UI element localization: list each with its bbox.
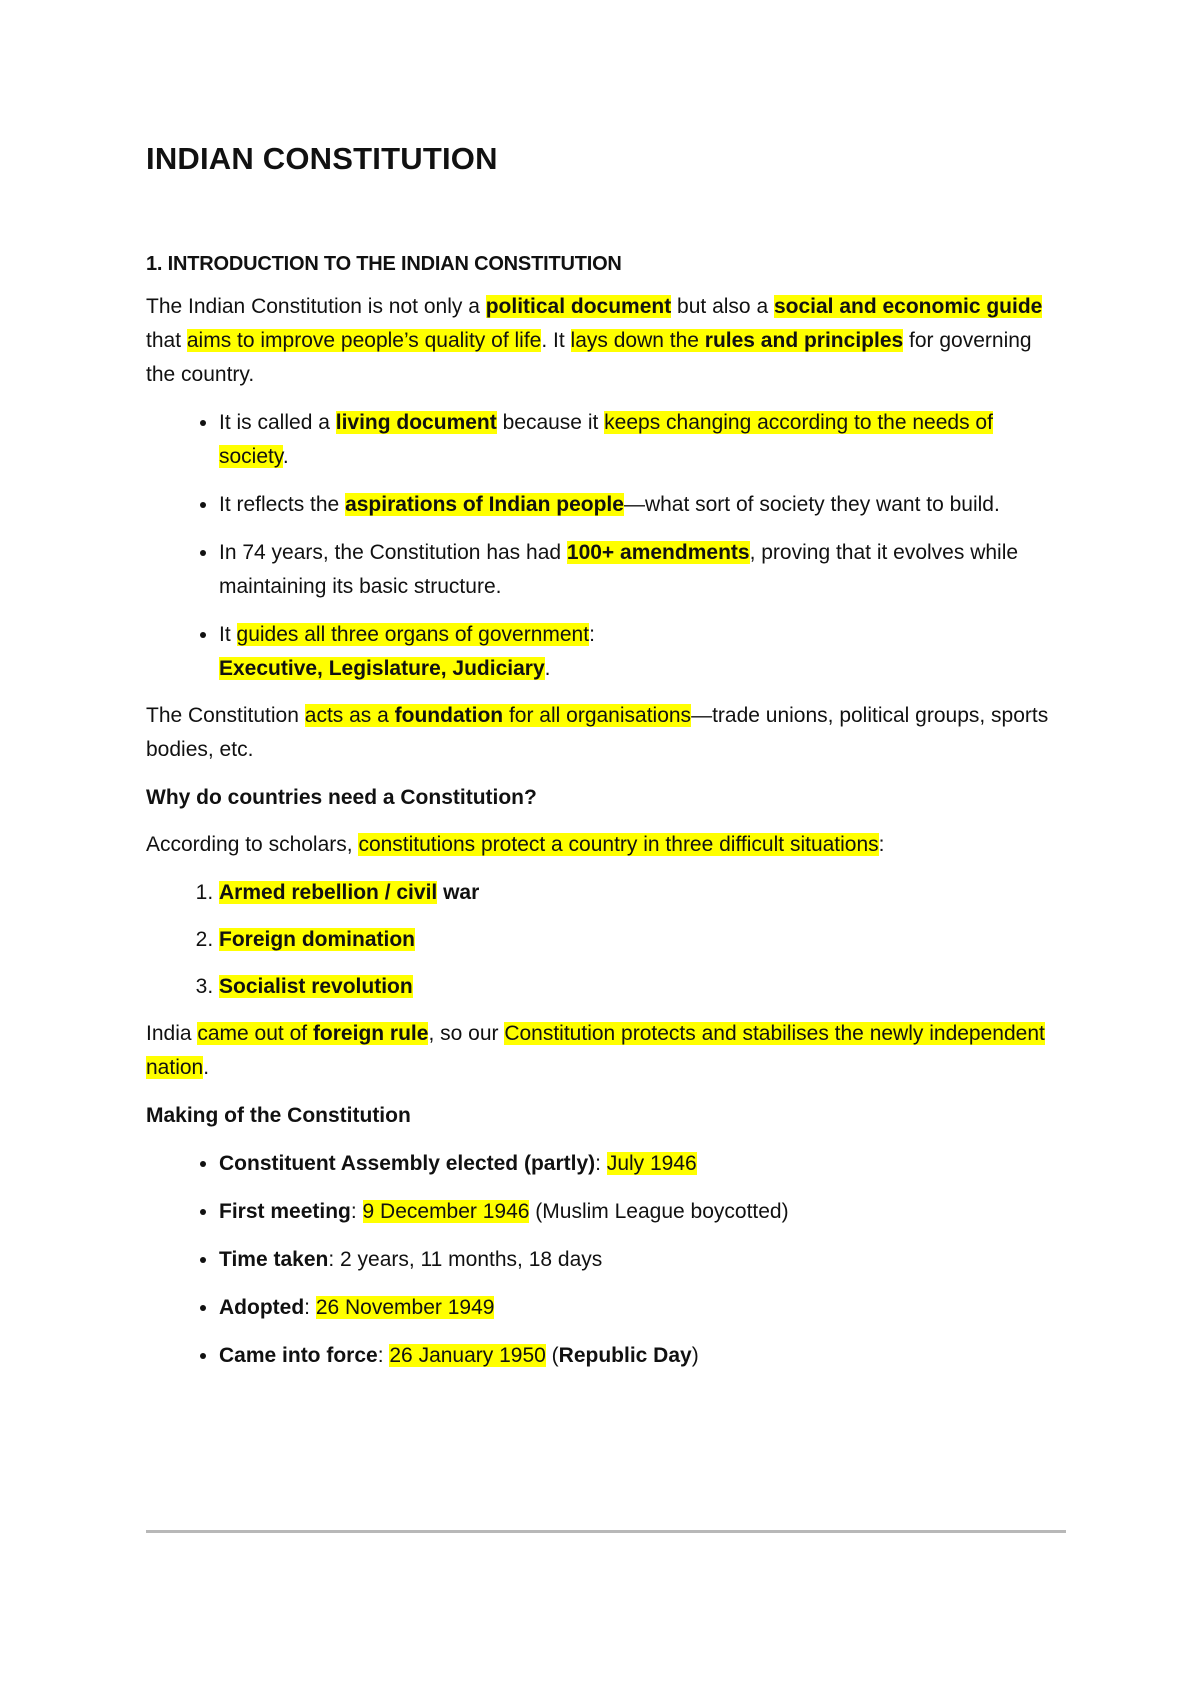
section-heading: 1. INTRODUCTION TO THE INDIAN CONSTITUTION [146,253,622,276]
situations-list [146,876,1066,1004]
list-item: • In 74 years, the Constitution has had 100+ amendments, proving that it evolves while maintaining its basic structure. [219,536,1066,604]
scholars-paragraph: According to scholars, constitutions protect a country in three difficult situations: [146,833,885,857]
list-item: • Came into force: 26 January 1950 (Republic Day) [219,1339,1066,1373]
foundation-paragraph: The Constitution acts as a foundation for all organisations—trade unions, political groups, sports bodies, etc. [146,704,1049,762]
list-item: • Constituent Assembly elected (partly): July 1946 [219,1147,1066,1181]
making-list [146,1147,1066,1373]
list-item: • It reflects the aspirations of Indian people—what sort of society they want to build. [219,488,1066,522]
list-item: 2. Foreign domination [219,923,1066,957]
list-item: • It guides all three organs of government: Executive, Legislature, Judiciary. [219,618,1066,686]
list-item: • First meeting: 9 December 1946 (Muslim League boycotted) [219,1195,1066,1229]
subheading-making: Making of the Constitution [146,1104,411,1128]
bottom-divider [146,1530,1066,1533]
document-body [146,140,1066,1373]
intro-paragraph: The Indian Constitution is not only a political document but also a social and economic guide that aims to improve people’s quality of life. It lays down the rules and principles for governing the country. [146,295,1043,387]
page-title: INDIAN CONSTITUTION [146,141,498,176]
list-item: 3. Socialist revolution [219,970,1066,1004]
india-paragraph: India came out of foreign rule, so our Constitution protects and stabilises the newly independent nation. [146,1022,1045,1080]
list-item: 1. Armed rebellion / civil war [219,876,1066,910]
list-item: • It is called a living document because it keeps changing according to the needs of society. [219,406,1066,474]
list-item: • Time taken: 2 years, 11 months, 18 days [219,1243,1066,1277]
list-item: • Adopted: 26 November 1949 [219,1291,1066,1325]
features-list [146,406,1066,686]
subheading-why-constitution: Why do countries need a Constitution? [146,786,537,810]
